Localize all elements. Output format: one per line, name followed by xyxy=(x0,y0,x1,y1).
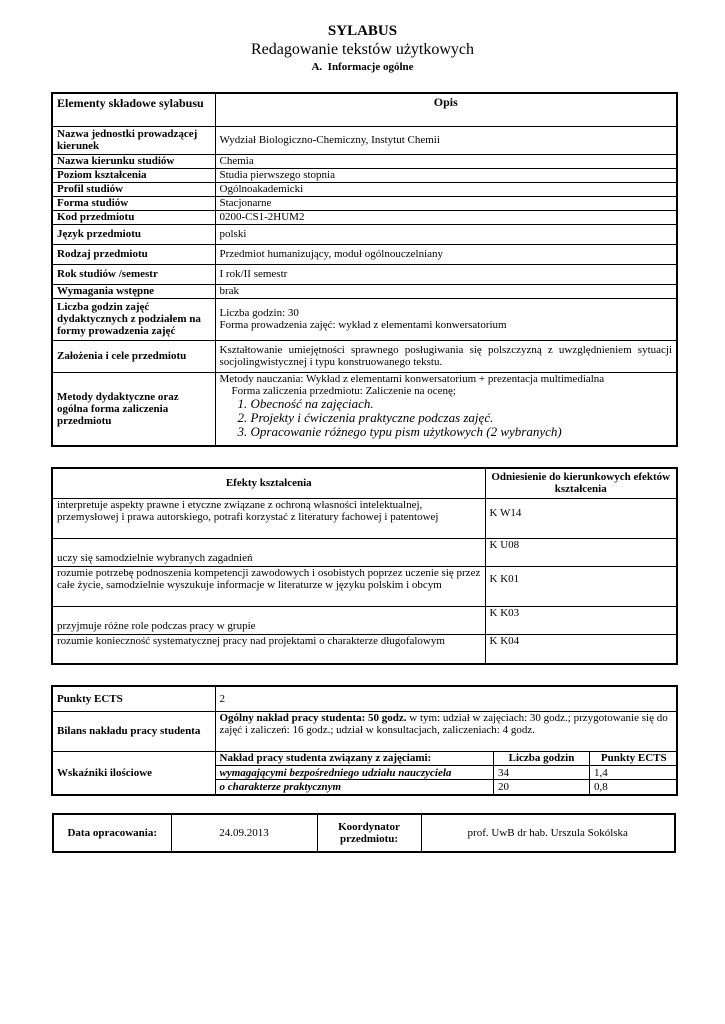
info-row xyxy=(52,284,677,298)
methods-value xyxy=(215,372,677,446)
info-row-value: brak xyxy=(215,284,677,298)
coordinator-label: Koordynator przedmiotu: xyxy=(317,814,421,852)
outcome-effect: interpretuje aspekty prawne i etyczne związane z ochroną własności intelektualnej, przemysłowej i prawa autorskiego, potrafi korzystać z literatury fachowej i patentowej xyxy=(52,498,485,538)
date-label: Data opracowania: xyxy=(53,814,171,852)
info-row xyxy=(52,264,677,284)
outcome-reference: K W14 xyxy=(485,498,677,538)
date-value: 24.09.2013 xyxy=(171,814,317,852)
indicator-ects: 0,8 xyxy=(590,780,678,794)
info-row-hours xyxy=(52,298,677,340)
info-row-value: Ogólnoakademicki xyxy=(215,182,677,196)
info-row-label: Poziom kształcenia xyxy=(52,168,215,182)
indicators-header-row xyxy=(216,752,678,766)
workload-row xyxy=(52,711,677,751)
footer-table xyxy=(52,813,676,853)
info-row-label: Forma studiów xyxy=(52,196,215,210)
info-row-label: Wymagania wstępne xyxy=(52,284,215,298)
info-row-label: Rok studiów /semestr xyxy=(52,264,215,284)
outcome-row xyxy=(52,498,677,538)
outcome-reference: K U08 xyxy=(485,538,677,566)
workload-value xyxy=(215,711,677,751)
methods-assessment: Forma zaliczenia przedmiotu: Zaliczenie na ocenę; xyxy=(231,384,456,397)
indicators-label: Wskaźniki ilościowe xyxy=(52,751,215,795)
ects-table xyxy=(51,685,678,796)
info-row-value: Stacjonarne xyxy=(215,196,677,210)
outcome-effect: rozumie konieczność systematycznej pracy nad projektami o charakterze długofalowym xyxy=(52,634,485,664)
col-ects-header: Punkty ECTS xyxy=(590,752,678,766)
indicator-row xyxy=(216,780,678,794)
outcome-row xyxy=(52,606,677,634)
indicator-label: o charakterze praktycznym xyxy=(216,780,494,794)
indicator-ects: 1,4 xyxy=(590,766,678,780)
outcome-row xyxy=(52,634,677,664)
info-row xyxy=(52,154,677,168)
hours-count: Liczba godzin: 30 xyxy=(219,307,299,319)
info-row xyxy=(52,182,677,196)
outcome-row xyxy=(52,538,677,566)
info-row xyxy=(52,244,677,264)
ects-points-value: 2 xyxy=(215,686,677,711)
workload-total: Ogólny nakład pracy studenta: 50 godz. xyxy=(219,711,407,724)
col-effects-header: Efekty kształcenia xyxy=(52,468,485,498)
info-row xyxy=(52,168,677,182)
outcome-effect: uczy się samodzielnie wybranych zagadnień xyxy=(52,538,485,566)
outcome-reference: K K03 xyxy=(485,606,677,634)
info-row-label: Rodzaj przedmiotu xyxy=(52,244,215,264)
outcome-effect: przyjmuje różne role podczas pracy w grupie xyxy=(52,606,485,634)
info-row-methods xyxy=(52,372,677,446)
methods-item: 3. Opracowanie różnego typu pism użytkowych (2 wybranych) xyxy=(237,423,562,439)
methods-label: Metody dydaktyczne oraz ogólna forma zaliczenia przedmiotu xyxy=(52,372,215,446)
indicators-row xyxy=(52,751,677,795)
hours-label: Liczba godzin zajęć dydaktycznych z podziałem na formy prowadzenia zajęć xyxy=(52,298,215,340)
info-row-value: Chemia xyxy=(215,154,677,168)
indicator-hours: 34 xyxy=(494,766,590,780)
info-row-label: Nazwa jednostki prowadzącej kierunek xyxy=(52,126,215,154)
indicator-hours: 20 xyxy=(494,780,590,794)
workload-label: Bilans nakładu pracy studenta xyxy=(52,711,215,751)
info-row xyxy=(52,126,677,154)
info-row-value: 0200-CS1-2HUM2 xyxy=(215,210,677,224)
outcome-row xyxy=(52,566,677,606)
outcomes-header-row xyxy=(52,468,677,498)
info-row-value: Wydział Biologiczno-Chemiczny, Instytut Chemii xyxy=(215,126,677,154)
info-row-label: Język przedmiotu xyxy=(52,224,215,244)
ects-points-label: Punkty ECTS xyxy=(52,686,215,711)
learning-outcomes-table xyxy=(51,467,678,665)
outcome-reference: K K01 xyxy=(485,566,677,606)
col-elements-header: Elementy składowe sylabusu xyxy=(52,93,215,126)
general-info-table xyxy=(51,92,678,447)
indicators-header: Nakład pracy studenta związany z zajęciami: xyxy=(216,752,494,766)
methods-item: 2. Projekty i ćwiczenia praktyczne podczas zajęć. xyxy=(237,409,494,425)
goals-label: Założenia i cele przedmiotu xyxy=(52,340,215,372)
col-hours-header: Liczba godzin xyxy=(494,752,590,766)
hours-value xyxy=(215,298,677,340)
indicator-label: wymagającymi bezpośredniego udziału nauczyciela xyxy=(216,766,494,780)
outcome-effect: rozumie potrzebę podnoszenia kompetencji zawodowych i osobistych poprzez uczenie się przez całe życie, samodzielnie wyszukuje informacje w literaturze w języku polskim i obcym xyxy=(52,566,485,606)
methods-item: 1. Obecność na zajęciach. xyxy=(237,395,374,411)
document-header xyxy=(0,22,725,75)
hours-form: Forma prowadzenia zajęć: wykład z elementami konwersatorium xyxy=(219,319,507,331)
info-row xyxy=(52,210,677,224)
indicators-cell xyxy=(215,751,677,795)
indicators-table xyxy=(216,752,678,794)
footer-row xyxy=(53,814,675,852)
section-heading: A. Informacje ogólne xyxy=(311,61,414,73)
course-title: Redagowanie tekstów użytkowych xyxy=(250,41,475,58)
info-row-value: Przedmiot humanizujący, moduł ogólnouczelniany xyxy=(215,244,677,264)
indicator-row xyxy=(216,766,678,780)
col-description-header: Opis xyxy=(215,93,677,126)
outcome-reference: K K04 xyxy=(485,634,677,664)
goals-value: Kształtowanie umiejętności sprawnego posługiwania się polszczyzną z uwzględnieniem sytuacji socjolingwistycznej i typu konstruowanego tekstu. xyxy=(215,340,677,372)
info-row-label: Kod przedmiotu xyxy=(52,210,215,224)
page-title: SYLABUS xyxy=(327,23,398,39)
info-row-value: I rok/II semestr xyxy=(215,264,677,284)
coordinator-value: prof. UwB dr hab. Urszula Sokólska xyxy=(421,814,675,852)
info-row-value: Studia pierwszego stopnia xyxy=(215,168,677,182)
info-row xyxy=(52,196,677,210)
info-row-value: polski xyxy=(215,224,677,244)
info-row-label: Nazwa kierunku studiów xyxy=(52,154,215,168)
workload-breakdown: w tym: udział w zajęciach: 30 godz.; przygotowanie się do zajęć i zaliczeń: 16 godz.; udział w konsultacjach, zaliczeniach: 4 godz. xyxy=(219,711,668,736)
methods-teaching: Metody nauczania: Wykład z elementami konwersatorium + prezentacja multimedialna xyxy=(219,372,605,385)
col-reference-header: Odniesienie do kierunkowych efektów kształcenia xyxy=(485,468,677,498)
info-row xyxy=(52,224,677,244)
table-header-row xyxy=(52,93,677,126)
info-row-goals xyxy=(52,340,677,372)
info-row-label: Profil studiów xyxy=(52,182,215,196)
ects-points-row xyxy=(52,686,677,711)
